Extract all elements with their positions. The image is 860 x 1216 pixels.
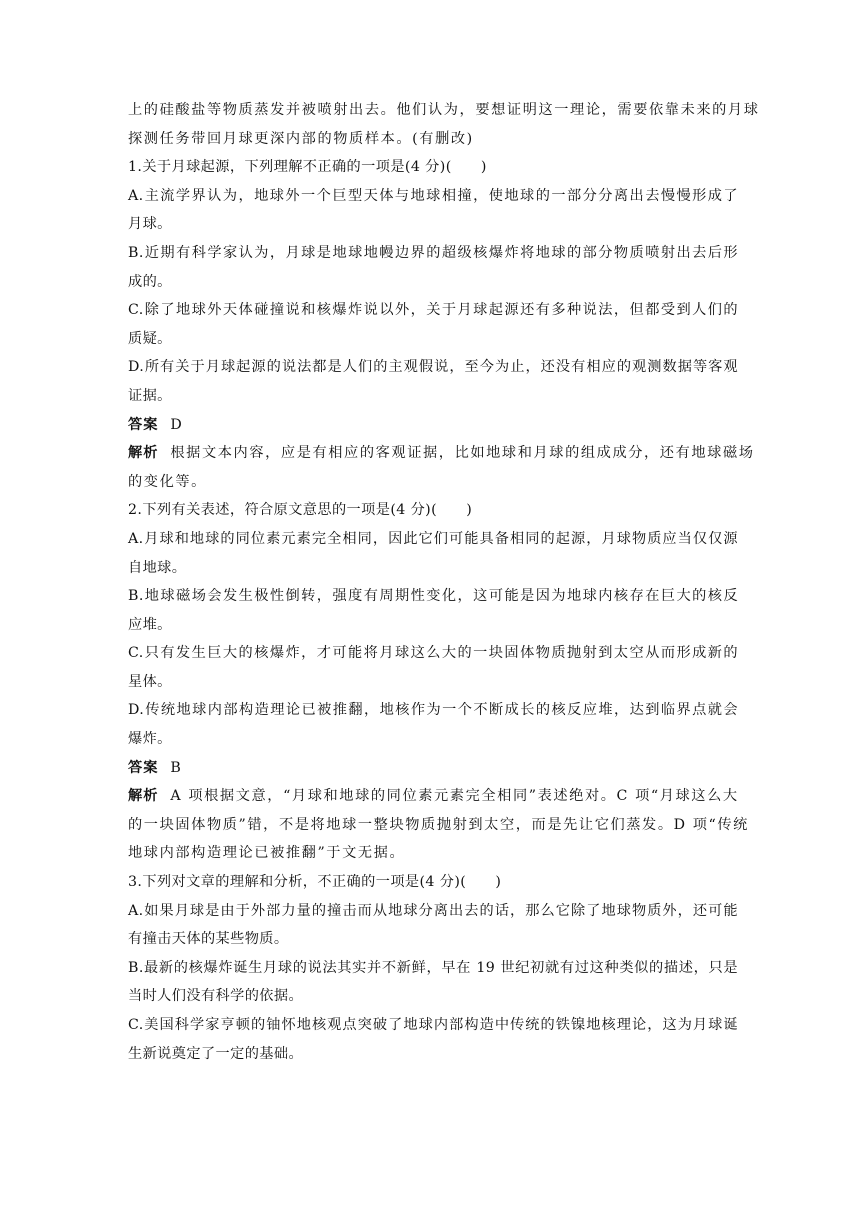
passage-line: 上的硅酸盐等物质蒸发并被喷射出去。他们认为，要想证明这一理论，需要依靠未来的月球 — [128, 102, 760, 118]
q3-option-a: A.如果月球是由于外部力量的撞击而从地球分离出去的话，那么它除了地球物质外，还可能 — [128, 902, 738, 919]
q1-option-b: B.近期有科学家认为，月球是地球地幔边界的超级核爆炸将地球的部分物质喷射出去后形 — [128, 244, 738, 261]
analysis-text: A 项根据文意，“月球和地球的同位素元素完全相同”表述绝对。C 项“月球这么大 — [170, 788, 739, 805]
q2-analysis-cont: 地球内部构造理论已被推翻”于文无据。 — [128, 845, 406, 862]
q2-option-a-cont: 自地球。 — [128, 559, 187, 576]
analysis-label: 解析 — [128, 445, 159, 462]
q2-analysis-cont: 的一块固体物质”错，不是将地球一整块物质抛射到太空，而是先让它们蒸发。D 项“传统 — [128, 816, 749, 833]
analysis-label: 解析 — [128, 788, 159, 805]
q2-option-c-cont: 星体。 — [128, 673, 172, 690]
q1-analysis — [128, 439, 755, 468]
passage-line: 探测任务带回月球更深内部的物质样本。(有删改) — [128, 130, 474, 147]
question-1-stem: 1.关于月球起源，下列理解不正确的一项是(4 分)( ) — [128, 159, 487, 176]
q1-option-d-cont: 证据。 — [128, 387, 172, 404]
q2-analysis — [128, 782, 738, 811]
q1-option-a-cont: 月球。 — [128, 216, 172, 233]
answer-label: 答案 — [128, 416, 159, 433]
q2-option-b-cont: 应堆。 — [128, 616, 172, 633]
q2-option-d: D.传统地球内部构造理论已被推翻，地核作为一个不断成长的核反应堆，达到临界点就会 — [128, 702, 738, 719]
answer-label: 答案 — [128, 759, 159, 776]
q3-option-c: C.美国科学家亨顿的铀怀地核观点突破了地球内部构造中传统的铁镍地核理论，这为月球诞 — [128, 1017, 738, 1033]
q3-option-b-cont: 当时人们没有科学的依据。 — [128, 988, 304, 1005]
q1-option-c: C.除了地球外天体碰撞说和核爆炸说以外，关于月球起源还有多种说法，但都受到人们的 — [128, 302, 738, 319]
q1-option-d: D.所有关于月球起源的说法都是人们的主观假说，至今为止，还没有相应的观测数据等客观 — [128, 359, 738, 376]
analysis-text: 根据文本内容，应是有相应的客观证据，比如地球和月球的组成成分，还有地球磁场 — [170, 445, 755, 462]
q2-option-c: C.只有发生巨大的核爆炸，才可能将月球这么大的一块固体物质抛射到太空从而形成新的 — [128, 645, 738, 662]
q2-option-d-cont: 爆炸。 — [128, 731, 172, 748]
q1-answer — [128, 411, 738, 440]
q2-option-b: B.地球磁场会发生极性倒转，强度有周期性变化，这可能是因为地球内核存在巨大的核反 — [128, 588, 738, 605]
answer-value: D — [170, 416, 183, 433]
q1-option-b-cont: 成的。 — [128, 273, 172, 290]
q3-option-c-cont: 生新说奠定了一定的基础。 — [128, 1045, 304, 1062]
question-3-stem: 3.下列对文章的理解和分析，不正确的一项是(4 分)( ) — [128, 874, 502, 891]
question-2-stem: 2.下列有关表述，符合原文意思的一项是(4 分)( ) — [128, 502, 473, 519]
page-content — [128, 96, 760, 1068]
q3-option-a-cont: 有撞击天体的某些物质。 — [128, 931, 289, 948]
q1-option-c-cont: 质疑。 — [128, 330, 172, 347]
q1-analysis-cont: 的变化等。 — [128, 473, 207, 490]
q2-answer — [128, 754, 738, 783]
q3-option-b: B.最新的核爆炸诞生月球的说法其实并不新鲜，早在 19 世纪初就有过这种类似的描述，只是 — [128, 959, 738, 976]
answer-value: B — [170, 759, 182, 776]
q1-option-a: A.主流学界认为，地球外一个巨型天体与地球相撞，使地球的一部分分离出去慢慢形成了 — [128, 187, 738, 204]
q2-option-a: A.月球和地球的同位素元素完全相同，因此它们可能具备相同的起源，月球物质应当仅仅源 — [128, 530, 738, 547]
